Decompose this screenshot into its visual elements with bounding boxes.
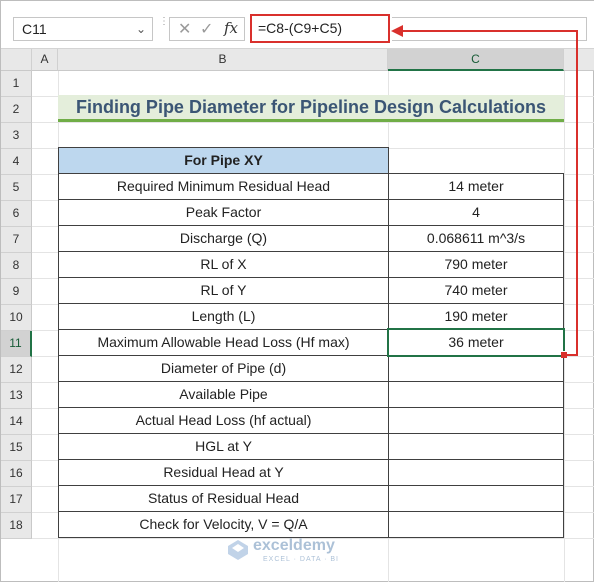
formula-input[interactable] [250,14,390,43]
column-header-c[interactable]: C [388,49,564,71]
table-row-value[interactable]: 790 meter [388,251,564,278]
select-all-corner[interactable] [1,49,32,71]
table-row-value[interactable]: 14 meter [388,173,564,200]
watermark-name: exceldemy [253,537,335,554]
row-header-11[interactable]: 11 [1,331,32,357]
table-row-label[interactable]: Residual Head at Y [58,459,389,486]
drag-handle-icon[interactable]: ⋮ [159,16,169,27]
cancel-icon[interactable]: ✕ [178,21,192,38]
chevron-down-icon[interactable]: ⌄ [135,22,146,36]
watermark-tagline: EXCEL · DATA · BI [263,556,339,563]
formula-input-extension[interactable] [392,17,587,41]
row-header-9[interactable]: 9 [1,279,32,305]
name-box-value: C11 [22,21,47,37]
table-row-label[interactable]: Check for Velocity, V = Q/A [58,511,389,538]
table-row-value[interactable]: 0.068611 m^3/s [388,225,564,252]
table-row-value[interactable] [388,433,564,460]
row-header-15[interactable]: 15 [1,435,32,461]
table-row-label[interactable]: Maximum Allowable Head Loss (Hf max) [58,329,389,356]
sheet-title[interactable]: Finding Pipe Diameter for Pipeline Design Calculations [58,95,564,122]
exceldemy-logo-icon [227,539,249,561]
table-row-label[interactable]: RL of X [58,251,389,278]
table-row-value[interactable]: 4 [388,199,564,226]
table-row-label[interactable]: RL of Y [58,277,389,304]
table-row-value[interactable]: 190 meter [388,303,564,330]
row-header-14[interactable]: 14 [1,409,32,435]
table-row-label[interactable]: Peak Factor [58,199,389,226]
watermark [227,535,397,571]
table-row-value[interactable] [388,381,564,408]
formula-bar [1,1,594,49]
table-row-label[interactable]: Diameter of Pipe (d) [58,355,389,382]
formula-text: =C8-(C9+C5) [258,20,343,36]
row-header-7[interactable]: 7 [1,227,32,253]
formula-buttons [169,17,245,41]
row-header-2[interactable]: 2 [1,97,32,123]
table-row-label[interactable]: HGL at Y [58,433,389,460]
table-row-label[interactable]: Status of Residual Head [58,485,389,512]
table-header-cell[interactable]: For Pipe XY [58,147,389,174]
insert-function-icon[interactable]: fx [224,19,239,37]
table-row-label[interactable]: Discharge (Q) [58,225,389,252]
confirm-icon[interactable]: ✓ [200,21,214,38]
row-header-16[interactable]: 16 [1,461,32,487]
name-box[interactable] [13,17,153,41]
column-header-a[interactable]: A [32,49,58,71]
table-row-value[interactable] [388,355,564,382]
table-row-value[interactable] [388,407,564,434]
row-header-10[interactable]: 10 [1,305,32,331]
row-header-1[interactable]: 1 [1,71,32,97]
row-header-4[interactable]: 4 [1,149,32,175]
table-row-label[interactable]: Length (L) [58,303,389,330]
selected-cell-c11[interactable]: 36 meter [388,329,564,356]
table-row-value[interactable] [388,485,564,512]
table-row-label[interactable]: Available Pipe [58,381,389,408]
row-header-5[interactable]: 5 [1,175,32,201]
table-row-value[interactable] [388,459,564,486]
table-row-value[interactable] [388,511,564,538]
column-header-empty[interactable] [564,49,594,71]
row-header-8[interactable]: 8 [1,253,32,279]
row-header-13[interactable]: 13 [1,383,32,409]
column-header-b[interactable]: B [58,49,388,71]
row-header-18[interactable]: 18 [1,513,32,539]
gridline [32,122,594,123]
table-row-label[interactable]: Required Minimum Residual Head [58,173,389,200]
row-header-17[interactable]: 17 [1,487,32,513]
row-header-6[interactable]: 6 [1,201,32,227]
row-header-3[interactable]: 3 [1,123,32,149]
table-row-label[interactable]: Actual Head Loss (hf actual) [58,407,389,434]
table-row-value[interactable]: 740 meter [388,277,564,304]
fill-handle[interactable] [561,351,567,357]
row-header-12[interactable]: 12 [1,357,32,383]
